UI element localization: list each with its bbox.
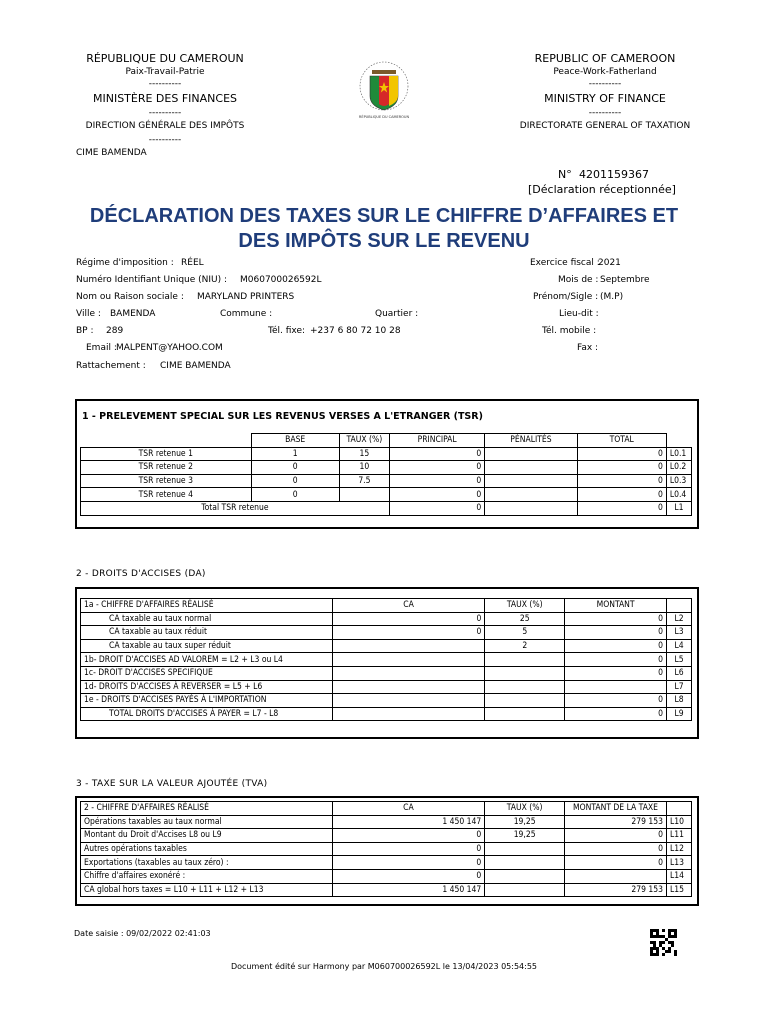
tsr-header-taux: TAUX (%) [339,434,389,448]
header-left-ministry: MINISTÈRE DES FINANCES [92,92,237,105]
accises-montant[interactable]: 0 [565,694,667,708]
accises-montant: 0 [565,653,667,667]
tsr-total: 0 [577,488,666,502]
header-left-sep2: ---------- [148,108,182,118]
tsr-header-penalites: PÉNALITÉS [485,434,577,448]
coat-of-arms-emblem [356,52,412,122]
tsr-code: L0.3 [666,474,691,488]
accises-label: 1c- DROIT D'ACCISES SPECIFIQUE [81,666,333,680]
mois-label: Mois de : [558,275,599,285]
regime-value: RÉEL [181,258,204,268]
header-office: CIME BAMENDA [76,148,147,158]
tsr-total: 0 [577,474,666,488]
tva-label: Exportations (taxables au taux zéro) : [81,856,333,870]
tva-label: Opérations taxables au taux normal [81,815,333,829]
accises-ca [332,666,485,680]
tsr-code: L0.2 [666,461,691,475]
table-row [81,829,692,843]
tva-header-montant: MONTANT DE LA TAXE [565,802,667,816]
tsr-base[interactable]: 0 [251,474,339,488]
tva-label: Chiffre d'affaires exonéré : [81,869,333,883]
accises-ca [332,707,485,721]
accises-table [80,598,692,721]
tva-ca[interactable]: 0 [332,869,485,883]
tsr-taux [339,488,389,502]
table-row [81,447,692,461]
accises-taux [485,694,565,708]
rattachement-value: CIME BAMENDA [160,361,231,371]
declaration-number: 4201159367 [579,168,649,181]
accises-taux [485,680,565,694]
tsr-base[interactable]: 0 [251,461,339,475]
table-row [81,680,692,694]
date-saisie-label: Date saisie : [74,929,124,938]
accises-code: L9 [667,707,692,721]
regime-label: Régime d'imposition : [76,258,174,268]
mobile-label: Tél. mobile : [542,326,597,336]
tva-ca[interactable]: 1 450 147 [332,815,485,829]
declaration-number-label: N° [558,168,572,181]
accises-label: 1d- DROITS D'ACCISES À REVERSER = L5 + L6 [81,680,333,694]
accises-montant [565,680,667,694]
accises-label: CA taxable au taux super réduit [81,639,333,653]
header-left-motto: Paix-Travail-Patrie [125,67,205,77]
accises-header-ca: CA [332,599,485,613]
tva-ca: 1 450 147 [332,883,485,897]
tsr-penalites[interactable] [485,447,577,461]
tva-label: Autres opérations taxables [81,842,333,856]
accises-code: L6 [667,666,692,680]
tva-label: Montant du Droit d'Accises L8 ou L9 [81,829,333,843]
table-row [81,694,692,708]
accises-code: L5 [667,653,692,667]
accises-header-row [81,599,692,613]
accises-ca[interactable]: 0 [332,626,485,640]
header-right-sep2: ---------- [588,108,622,118]
header-left-sep: ---------- [148,79,182,89]
tsr-header-principal: PRINCIPAL [389,434,484,448]
tva-taux [485,869,565,883]
accises-taux: 2 [485,639,565,653]
tsr-code: L0.4 [666,488,691,502]
tsr-base[interactable]: 0 [251,488,339,502]
accises-code: L7 [667,680,692,694]
nom-value: MARYLAND PRINTERS [197,292,295,302]
tsr-header-base: BASE [251,434,339,448]
header-right-country: REPUBLIC OF CAMEROON [534,52,676,65]
accises-ca[interactable]: 0 [332,612,485,626]
table-row [81,666,692,680]
accises-code: L8 [667,694,692,708]
tva-taux: 19,25 [485,829,565,843]
page-title-line1: DÉCLARATION DES TAXES SUR LE CHIFFRE D’AFFAIRES ET [89,205,679,227]
tsr-total-label: Total TSR retenue [81,501,390,515]
accises-montant: 0 [565,707,667,721]
lieudit-label: Lieu-dit : [559,309,599,319]
tsr-principal: 0 [389,461,484,475]
accises-ca [332,680,485,694]
accises-header-taux: TAUX (%) [485,599,565,613]
tel-value: +237 6 80 72 10 28 [310,326,401,336]
tva-taux [485,856,565,870]
tva-montant: 0 [565,829,667,843]
accises-ca[interactable] [332,639,485,653]
tsr-penalites[interactable] [485,474,577,488]
accises-taux [485,707,565,721]
tsr-table [80,433,692,516]
tsr-taux: 15 [339,447,389,461]
section1-title: 1 - PRELEVEMENT SPECIAL SUR LES REVENUS VERSES A L'ETRANGER (TSR) [82,411,483,422]
tva-ca[interactable]: 0 [332,842,485,856]
tsr-header-total: TOTAL [577,434,666,448]
tva-header-taux: TAUX (%) [485,802,565,816]
declaration-status: [Déclaration réceptionnée] [528,183,676,196]
accises-label: TOTAL DROITS D'ACCISES À PAYER = L7 - L8 [81,707,333,721]
tva-table [80,801,692,897]
tva-header-ca: CA [332,802,485,816]
tsr-principal: 0 [389,488,484,502]
table-row [81,612,692,626]
accises-code: L4 [667,639,692,653]
exercice-label: Exercice fiscal : [530,258,600,268]
tva-header-row [81,802,692,816]
niu-value: M060700026592L [240,275,322,285]
header-right-ministry: MINISTRY OF FINANCE [544,92,666,105]
table-row [81,461,692,475]
accises-taux [485,653,565,667]
seal-caption: RÉPUBLIQUE DU CAMEROUN [358,115,410,119]
tsr-taux: 10 [339,461,389,475]
date-saisie [74,929,211,938]
accises-header-label: 1a - CHIFFRE D'AFFAIRES RÉALISÉ [81,599,333,613]
page-title-line2: DES IMPÔTS SUR LE REVENU [238,230,530,252]
tva-code: L13 [667,856,692,870]
ville-label: Ville : [76,309,101,319]
tsr-total-row [81,501,692,515]
email-label: Email : [86,343,117,353]
accises-ca [332,694,485,708]
bp-value: 289 [106,326,124,336]
accises-taux [485,666,565,680]
tsr-header-row [81,434,692,448]
sigle-value: (M.P) [600,292,624,302]
header-left-sep3: ---------- [148,135,182,145]
tva-taux: 19,25 [485,815,565,829]
header-right-direction: DIRECTORATE GENERAL OF TAXATION [519,121,691,131]
accises-label: 1e - DROITS D'ACCISES PAYÉS À L'IMPORTATION [81,694,333,708]
tsr-principal: 0 [389,474,484,488]
tva-montant: 279 153 [565,815,667,829]
edition-note: Document édité sur Harmony par M060700026592L le 13/04/2023 05:54:55 [230,962,538,971]
tsr-total: 0 [577,447,666,461]
accises-label: CA taxable au taux normal [81,612,333,626]
tsr-label: TSR retenue 4 [81,488,252,502]
table-row [81,639,692,653]
qr-code-icon [650,929,677,956]
accises-montant[interactable]: 0 [565,666,667,680]
ville-value: BAMENDA [110,309,156,319]
table-row [81,707,692,721]
tsr-total-total: 0 [577,501,666,515]
accises-code: L3 [667,626,692,640]
tva-montant: 0 [565,842,667,856]
tsr-total-code: L1 [666,501,691,515]
tsr-penalites[interactable] [485,461,577,475]
table-row [81,653,692,667]
tel-label: Tél. fixe: [268,326,306,336]
tsr-label: TSR retenue 2 [81,461,252,475]
tva-code: L12 [667,842,692,856]
tva-montant [565,869,667,883]
accises-header-montant: MONTANT [565,599,667,613]
accises-taux: 5 [485,626,565,640]
tva-code: L10 [667,815,692,829]
accises-code: L2 [667,612,692,626]
tsr-principal: 0 [389,447,484,461]
table-row [81,842,692,856]
tsr-total: 0 [577,461,666,475]
fax-label: Fax : [577,343,599,353]
quartier-label: Quartier : [375,309,419,319]
table-row [81,856,692,870]
page-title [40,204,728,254]
section3-title: 3 - TAXE SUR LA VALEUR AJOUTÉE (TVA) [76,779,268,789]
tsr-label: TSR retenue 3 [81,474,252,488]
accises-montant: 0 [565,626,667,640]
tsr-code: L0.1 [666,447,691,461]
tsr-label: TSR retenue 1 [81,447,252,461]
tva-label: CA global hors taxes = L10 + L11 + L12 + L13 [81,883,333,897]
email-value: MALPENT@YAHOO.COM [116,343,223,353]
tva-ca[interactable]: 0 [332,829,485,843]
tva-taux [485,883,565,897]
tva-ca[interactable]: 0 [332,856,485,870]
tsr-total-principal: 0 [389,501,484,515]
header-left-country: RÉPUBLIQUE DU CAMEROUN [86,52,244,65]
accises-ca [332,653,485,667]
mois-value: Septembre [600,275,650,285]
header-right-sep: ---------- [588,79,622,89]
rattachement-label: Rattachement : [76,361,146,371]
accises-label: CA taxable au taux réduit [81,626,333,640]
exercice-value: 2021 [598,258,621,268]
niu-label: Numéro Identifiant Unique (NIU) : [76,275,228,285]
table-row [81,815,692,829]
tsr-penalites[interactable] [485,488,577,502]
sigle-label: Prénom/Sigle : [533,292,599,302]
tva-taux [485,842,565,856]
table-row [81,474,692,488]
tva-code: L11 [667,829,692,843]
accises-montant: 0 [565,612,667,626]
tsr-taux: 7.5 [339,474,389,488]
table-row [81,488,692,502]
tva-montant: 0 [565,856,667,870]
accises-label: 1b- DROIT D'ACCISES AD VALOREM = L2 + L3 ou L4 [81,653,333,667]
accises-montant: 0 [565,639,667,653]
tva-header-label: 2 - CHIFFRE D'AFFAIRES RÉALISÉ [81,802,333,816]
accises-taux: 25 [485,612,565,626]
table-row [81,626,692,640]
tsr-base[interactable]: 1 [251,447,339,461]
header-left-direction: DIRECTION GÉNÉRALE DES IMPÔTS [85,121,245,131]
bp-label: BP : [76,326,94,336]
tva-code: L14 [667,869,692,883]
table-row [81,869,692,883]
table-row [81,883,692,897]
section2-title: 2 - DROITS D'ACCISES (DA) [76,569,206,579]
header-right-motto: Peace-Work-Fatherland [553,67,657,77]
tva-code: L15 [667,883,692,897]
nom-label: Nom ou Raison sociale : [76,292,184,302]
date-saisie-value: 09/02/2022 02:41:03 [126,929,211,938]
commune-label: Commune : [220,309,273,319]
tva-montant: 279 153 [565,883,667,897]
